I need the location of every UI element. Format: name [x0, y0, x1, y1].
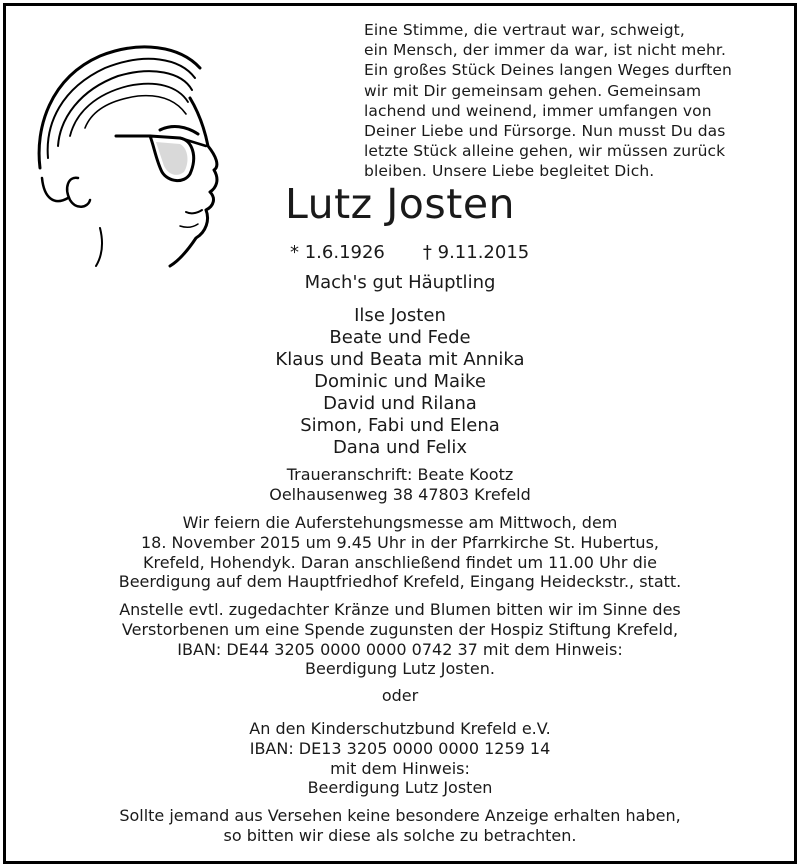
kinderschutz-line: Beerdigung Lutz Josten	[307, 778, 493, 798]
donation-line: Beerdigung Lutz Josten.	[305, 659, 495, 679]
donation-line: Anstelle evtl. zugedachter Kränze und Blumen bitten wir im Sinne des	[119, 600, 681, 619]
kinderschutz-line: IBAN: DE13 3205 0000 0000 1259 14	[249, 738, 551, 758]
mass-line: Krefeld, Hohendyk. Daran anschließend findet um 11.00 Uhr die	[142, 552, 658, 572]
life-dates	[290, 242, 567, 263]
family-member: Dana und Felix	[332, 437, 468, 458]
donation-line: IBAN: DE44 3205 0000 0000 0742 37 mit dem Hinweis:	[177, 639, 623, 659]
closing-note	[0, 806, 800, 846]
mass-line: Wir feiern die Auferstehungsmesse am Mittwoch, dem	[182, 513, 618, 532]
mass-line: 18. November 2015 um 9.45 Uhr in der Pfarrkirche St. Hubertus,	[141, 532, 659, 552]
family-member: Klaus und Beata mit Annika	[275, 349, 525, 370]
death-date: † 9.11.2015	[422, 242, 530, 263]
birth-date: * 1.6.1926	[290, 242, 385, 263]
family-member: David und Rilana	[323, 393, 477, 414]
deceased-name	[0, 180, 800, 228]
address-line: Traueranschrift: Beate Kootz	[286, 465, 514, 484]
family-member: Ilse Josten	[354, 305, 446, 326]
funeral-mass-info	[0, 513, 800, 592]
farewell-line: Mach's gut Häuptling	[304, 272, 496, 293]
family-member: Simon, Fabi und Elena	[300, 415, 500, 436]
mourning-address	[0, 465, 800, 505]
poem-line: Eine Stimme, die vertraut war, schweigt,	[364, 21, 685, 39]
deceased-name-text: Lutz Josten	[284, 180, 516, 228]
closing-line: Sollte jemand aus Versehen keine besondere Anzeige erhalten haben,	[119, 806, 681, 825]
poem-line: wir mit Dir gemeinsam gehen. Gemeinsam	[364, 81, 702, 100]
poem	[364, 20, 774, 182]
poem-line: lachend und weinend, immer umfangen von	[364, 101, 712, 120]
portrait-drawing	[30, 28, 240, 268]
mass-line: Beerdigung auf dem Hauptfriedhof Krefeld, Eingang Heideckstr., statt.	[118, 572, 682, 592]
poem-line: Deiner Liebe und Fürsorge. Nun musst Du das	[364, 122, 726, 141]
donation-line: Verstorbenen um eine Spende zugunsten der Hospiz Stiftung Krefeld,	[121, 619, 679, 639]
closing-line: so bitten wir diese als solche zu betrachten.	[223, 825, 577, 845]
or-separator: oder	[381, 686, 419, 705]
kinderschutz-line: mit dem Hinweis:	[330, 758, 470, 778]
address-line: Oelhausenweg 38 47803 Krefeld	[269, 484, 531, 504]
poem-line: Ein großes Stück Deines langen Weges durften	[364, 61, 732, 80]
poem-line: letzte Stück alleine gehen, wir müssen zurück	[364, 142, 726, 161]
poem-line: ein Mensch, der immer da war, ist nicht mehr.	[364, 41, 726, 60]
poem-line: bleiben. Unsere Liebe begleitet Dich.	[364, 162, 655, 181]
donation-request	[0, 600, 800, 679]
kinderschutz-line: An den Kinderschutzbund Krefeld e.V.	[249, 719, 551, 738]
kinderschutz-donation	[0, 719, 800, 798]
family-list	[0, 305, 800, 459]
family-member: Beate und Fede	[329, 327, 471, 348]
family-member: Dominic und Maike	[314, 371, 486, 392]
